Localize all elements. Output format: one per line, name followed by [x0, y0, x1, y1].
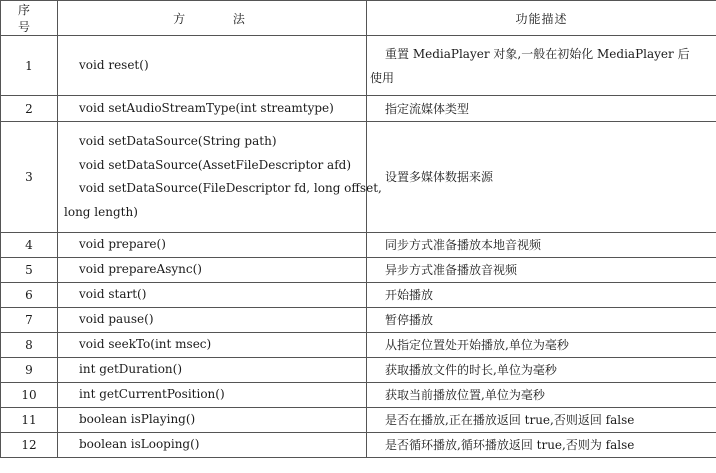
row-method — [58, 283, 367, 308]
method-line: void start() — [79, 287, 147, 302]
table-row — [1, 36, 716, 96]
row-index: 1 — [1, 36, 58, 96]
row-method — [58, 308, 367, 333]
table-row — [1, 308, 716, 333]
row-description: 指定流媒体类型 — [367, 96, 716, 122]
table-row — [1, 383, 716, 408]
method-line: void prepare() — [79, 237, 166, 252]
table-row — [1, 433, 716, 458]
header-method: 方 法 — [58, 1, 367, 36]
row-method — [58, 383, 367, 408]
table-row — [1, 233, 716, 258]
header-index: 序 号 — [1, 1, 58, 36]
row-description: 暂停播放 — [367, 308, 716, 333]
method-line: int getCurrentPosition() — [79, 387, 225, 402]
row-index: 12 — [1, 433, 58, 458]
row-method — [58, 358, 367, 383]
row-method — [58, 96, 367, 122]
row-method — [58, 408, 367, 433]
row-description: 获取播放文件的时长,单位为毫秒 — [367, 358, 716, 383]
method-line: void reset() — [79, 57, 149, 72]
row-index: 3 — [1, 122, 58, 233]
method-line: long length) — [64, 204, 138, 219]
row-description: 设置多媒体数据来源 — [367, 122, 716, 233]
method-line: void prepareAsync() — [79, 262, 202, 277]
row-description: 开始播放 — [367, 283, 716, 308]
row-description: 异步方式准备播放音视频 — [367, 258, 716, 283]
table-row — [1, 358, 716, 383]
row-index: 5 — [1, 258, 58, 283]
row-method — [58, 258, 367, 283]
row-description: 同步方式准备播放本地音视频 — [367, 233, 716, 258]
row-index: 11 — [1, 408, 58, 433]
row-index: 9 — [1, 358, 58, 383]
method-line: void setDataSource(String path) — [79, 134, 277, 148]
table-row — [1, 283, 716, 308]
method-line: void seekTo(int msec) — [79, 337, 212, 352]
table-row — [1, 122, 716, 233]
header-row — [1, 1, 716, 36]
method-line: boolean isPlaying() — [79, 412, 196, 427]
table-row — [1, 408, 716, 433]
method-line: void setDataSource(FileDescriptor fd, long offset, — [79, 181, 382, 195]
row-index: 10 — [1, 383, 58, 408]
row-description: 是否循环播放,循环播放返回 true,否则为 false — [367, 433, 716, 458]
row-index: 4 — [1, 233, 58, 258]
description-line: 重置 MediaPlayer 对象,一般在初始化 MediaPlayer 后 — [385, 46, 690, 61]
row-index: 6 — [1, 283, 58, 308]
method-line: void setAudioStreamType(int streamtype) — [79, 100, 334, 115]
row-description: 从指定位置处开始播放,单位为毫秒 — [367, 333, 716, 358]
row-index: 8 — [1, 333, 58, 358]
row-method — [58, 233, 367, 258]
method-line: void setDataSource(AssetFileDescriptor afd) — [79, 157, 352, 172]
row-description: 获取当前播放位置,单位为毫秒 — [367, 383, 716, 408]
description-line: 使用 — [370, 70, 395, 85]
row-description — [367, 36, 716, 96]
method-line: void pause() — [79, 312, 154, 327]
row-index: 2 — [1, 96, 58, 122]
method-line: boolean isLooping() — [79, 437, 200, 452]
row-method — [58, 333, 367, 358]
method-line: int getDuration() — [79, 362, 183, 377]
row-method — [58, 433, 367, 458]
row-method — [58, 122, 382, 233]
table-row — [1, 96, 716, 122]
row-description: 是否在播放,正在播放返回 true,否则返回 false — [367, 408, 716, 433]
row-method — [58, 36, 367, 96]
row-index: 7 — [1, 308, 58, 333]
table-row — [1, 333, 716, 358]
header-description: 功能描述 — [367, 1, 716, 36]
table-row — [1, 258, 716, 283]
